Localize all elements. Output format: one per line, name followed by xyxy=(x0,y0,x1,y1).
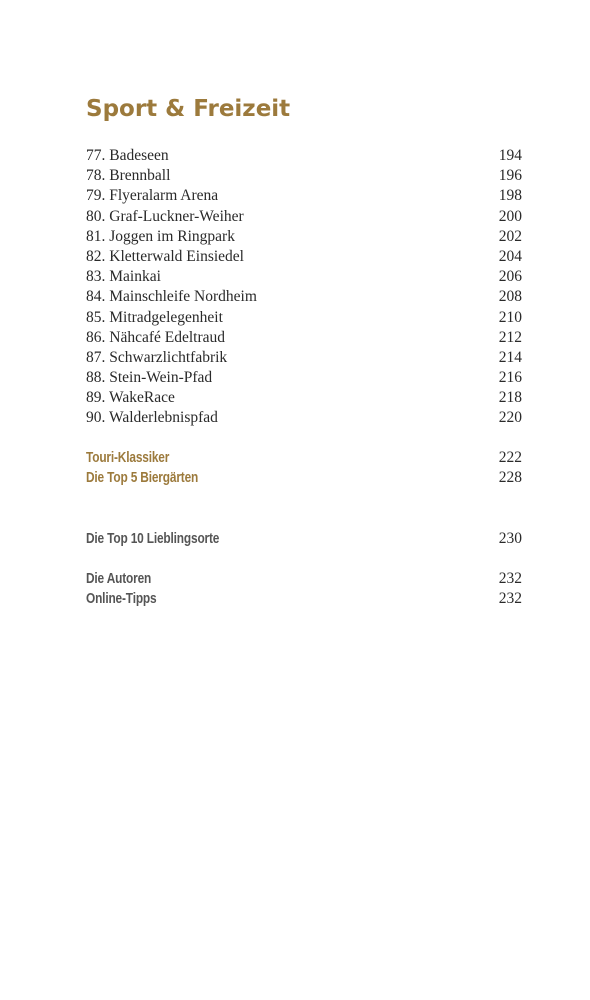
toc-extra-label: Die Top 5 Biergärten xyxy=(86,470,199,487)
toc-entry-page: 202 xyxy=(498,227,522,245)
toc-extra-label: Die Top 10 Lieblingsorte xyxy=(86,531,220,547)
favorites-section xyxy=(86,529,522,549)
toc-entry xyxy=(86,368,522,388)
toc-entry-label: 87. Schwarzlichtfabrik xyxy=(86,348,228,366)
toc-entry-label: 84. Mainschleife Nordheim xyxy=(86,288,257,306)
toc-entry-list xyxy=(86,146,522,429)
toc-entry xyxy=(86,227,522,247)
toc-extra-page: 232 xyxy=(498,570,522,587)
toc-entry-label: 83. Mainkai xyxy=(86,268,161,286)
highlight-sections xyxy=(86,448,522,488)
toc-entry xyxy=(86,308,522,328)
toc-entry-page: 218 xyxy=(498,389,522,407)
toc-entry xyxy=(86,408,522,428)
toc-extra-touri-klassiker xyxy=(86,448,522,468)
toc-entry-label: 78. Brennball xyxy=(86,167,171,185)
toc-entry-label: 79. Flyeralarm Arena xyxy=(86,187,219,205)
toc-entry-page: 206 xyxy=(498,268,522,286)
toc-entry xyxy=(86,287,522,307)
toc-entry-label: 89. WakeRace xyxy=(86,389,175,407)
toc-entry-page: 196 xyxy=(498,167,522,185)
toc-entry-page: 216 xyxy=(498,369,522,387)
toc-extra-label: Touri-Klassiker xyxy=(86,450,170,466)
toc-entry-label: 81. Joggen im Ringpark xyxy=(86,227,235,245)
toc-entry-page: 214 xyxy=(498,348,522,366)
toc-entry-page: 194 xyxy=(498,147,522,164)
toc-extra-page: 222 xyxy=(498,449,522,466)
toc-entry-label: 85. Mitradgelegenheit xyxy=(86,308,223,326)
toc-entry-label: 86. Nähcafé Edeltraud xyxy=(86,328,226,346)
toc-extra-lieblingsorte xyxy=(86,529,522,549)
toc-extra-biergaerten xyxy=(86,468,522,488)
toc-entry-label: 80. Graf-Luckner-Weiher xyxy=(86,207,244,225)
toc-entry xyxy=(86,166,522,186)
section-title: Sport & Freizeit xyxy=(86,96,291,122)
toc-entry-label: 88. Stein-Wein-Pfad xyxy=(86,369,213,387)
toc-entry xyxy=(86,247,522,267)
toc-entry xyxy=(86,348,522,368)
toc-extra-page: 230 xyxy=(498,530,522,547)
toc-entry-page: 208 xyxy=(498,288,522,306)
appendix-sections xyxy=(86,569,522,609)
toc-extra-autoren xyxy=(86,569,522,589)
toc-entry xyxy=(86,186,522,206)
toc-extra-label: Die Autoren xyxy=(86,571,152,587)
toc-extra-page: 228 xyxy=(498,469,522,487)
toc-entry-page: 220 xyxy=(498,409,522,427)
toc-entry-page: 210 xyxy=(498,308,522,326)
toc-entry xyxy=(86,267,522,287)
toc-extra-online-tipps xyxy=(86,589,522,609)
toc-entry-label: 77. Badeseen xyxy=(86,147,169,164)
toc-entry-page: 200 xyxy=(498,207,522,225)
toc-extra-label: Online-Tipps xyxy=(86,591,157,608)
toc-entry-page: 198 xyxy=(498,187,522,205)
toc-entry-label: 90. Walderlebnispfad xyxy=(86,409,218,427)
toc-entry xyxy=(86,207,522,227)
toc-entry xyxy=(86,146,522,166)
toc-entry-page: 204 xyxy=(498,247,522,265)
toc-entry xyxy=(86,328,522,348)
toc-extra-page: 232 xyxy=(498,590,522,608)
toc-entry-page: 212 xyxy=(498,328,522,346)
toc-entry-label: 82. Kletterwald Einsiedel xyxy=(86,247,244,265)
toc-entry xyxy=(86,388,522,408)
